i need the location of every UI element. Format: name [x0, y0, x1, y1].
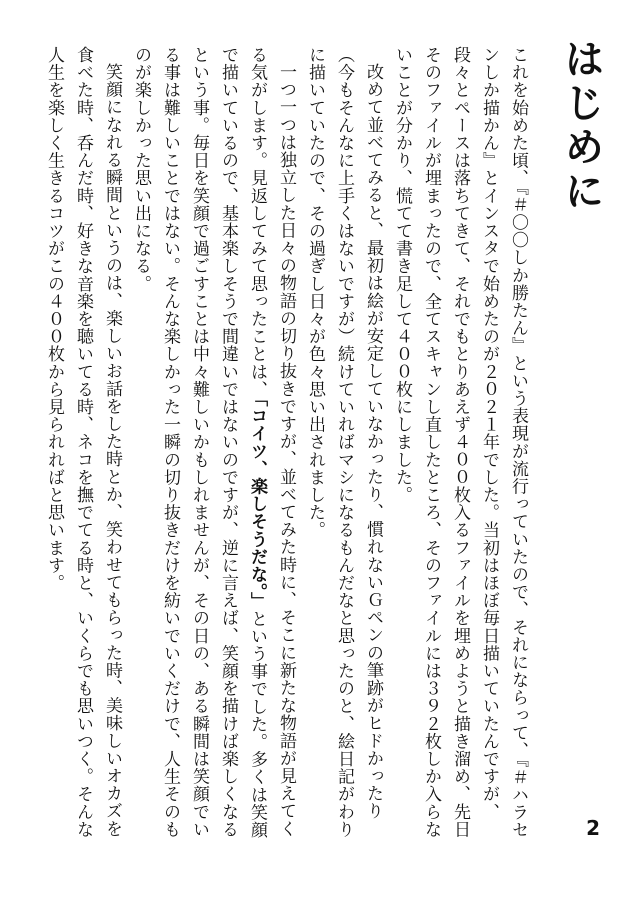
- paragraph-4: 笑顔になれる瞬間というのは、楽しいお話をした時とか、笑わせてもらった時、美味しいオカズを食べた時、呑んだ時、好きな音楽を聴いてる時、ネコを撫でてる時と、いくらでも思いつく。そんな人生を楽しく生きるコツがこの４００枚から見られればと思います。: [44, 46, 122, 838]
- page-number: 2: [586, 816, 600, 840]
- body-text: [12, 46, 532, 846]
- paragraph-2: 改めて並べてみると、最初は絵が安定していなかったり、慣れないＧペンの筆跡がヒドかったり（今もそんなに上手くはないですが）続けていればマシになるもんだなと思ったのと、絵日記がわりに描いていたので、その過ぎし日々が色々思い出されました。: [305, 46, 383, 838]
- paragraph-1: これを始めた頃、『＃〇〇しか勝たん』という表現が流行っていたので、それにならって、『＃ハラセンしか描かん』とインスタで始めたのが２０２１年でした。当初はほぼ毎日描いていたんですが、段々とペースは落ちてきて、それでもとりあえず４００枚入るファイルを埋めようと描き溜め、先日そのファイルが埋まったので、全てスキャンし直したところ、そのファイルには３９２枚しか入らないことが分かり、慌てて書き足して４００枚にしました。: [392, 46, 528, 839]
- page-title: はじめに: [558, 38, 604, 214]
- emphasized-quote: 「コイツ、楽しそうだな。」: [247, 398, 267, 610]
- paragraph-3: 一つ一つは独立した日々の物語の切り抜きですが、並べてみた時に、そこに新たな物語が見えてくる気がします。見返してみて思ったことは、「コイツ、楽しそうだな。」という事でした。多くは笑顔で描いているので、基本楽しそうで間違いではないのですが、逆に言えば、笑顔を描けば楽しくなるという事。毎日を笑顔で過ごすことは中々難しいかもしれませんが、その日の、ある瞬間は笑顔でいる事は難しいことではない。そんな楽しかった一瞬の切り抜きだけを紡いでいくだけで、人生そのものが楽しかった思い出になる。: [131, 46, 296, 839]
